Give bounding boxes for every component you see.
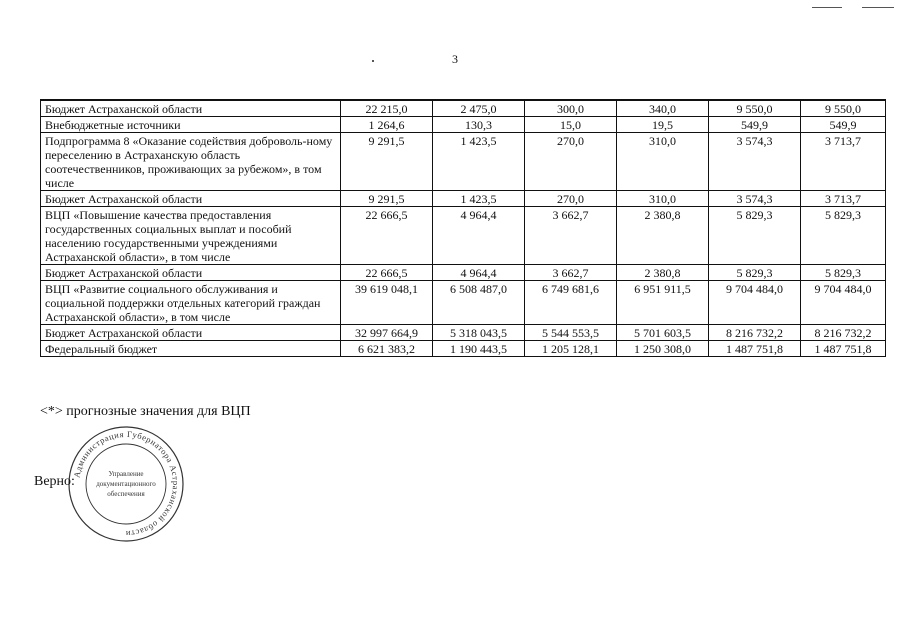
value-cell: 8 216 732,2 [709, 325, 801, 341]
value-cell: 130,3 [433, 117, 525, 133]
value-cell: 2 380,8 [617, 265, 709, 281]
row-label: Бюджет Астраханской области [41, 325, 341, 341]
table-row [41, 100, 886, 117]
value-cell: 5 829,3 [801, 265, 886, 281]
page-number: 3 [452, 52, 458, 66]
row-label: ВЦП «Развитие социального обслуживания и социальной поддержки отдельных категорий граждан Астраханской области», в том числе [41, 281, 341, 325]
value-cell: 270,0 [525, 133, 617, 191]
value-cell: 1 190 443,5 [433, 341, 525, 357]
row-label: Внебюджетные источники [41, 117, 341, 133]
value-cell: 9 550,0 [709, 100, 801, 117]
value-cell: 3 662,7 [525, 207, 617, 265]
value-cell: 549,9 [801, 117, 886, 133]
certification-label: Верно: [34, 474, 75, 489]
footnote: <*> прогнозные значения для ВЦП [40, 404, 251, 419]
value-cell: 270,0 [525, 191, 617, 207]
table-row [41, 325, 886, 341]
scan-mark [812, 7, 842, 8]
official-seal [66, 424, 186, 544]
value-cell: 22 666,5 [341, 207, 433, 265]
row-label: Бюджет Астраханской области [41, 265, 341, 281]
value-cell: 4 964,4 [433, 207, 525, 265]
row-label: Подпрограмма 8 «Оказание содействия доброволь-ному переселению в Астраханскую область соотечественников, проживающих за рубежом», в том числе [41, 133, 341, 191]
table-row [41, 191, 886, 207]
value-cell: 4 964,4 [433, 265, 525, 281]
value-cell: 2 475,0 [433, 100, 525, 117]
value-cell: 1 250 308,0 [617, 341, 709, 357]
row-label: Федеральный бюджет [41, 341, 341, 357]
value-cell: 5 318 043,5 [433, 325, 525, 341]
value-cell: 300,0 [525, 100, 617, 117]
svg-text:Управление: Управление [108, 470, 144, 478]
table-row [41, 133, 886, 191]
value-cell: 8 216 732,2 [801, 325, 886, 341]
value-cell: 6 508 487,0 [433, 281, 525, 325]
value-cell: 9 704 484,0 [801, 281, 886, 325]
value-cell: 5 829,3 [709, 265, 801, 281]
value-cell: 340,0 [617, 100, 709, 117]
svg-text:документационного: документационного [96, 480, 156, 488]
row-label: Бюджет Астраханской области [41, 100, 341, 117]
value-cell: 1 423,5 [433, 191, 525, 207]
value-cell: 1 423,5 [433, 133, 525, 191]
svg-text:Администрация Губернатора Астр: Администрация Губернатора Астраханской области [71, 428, 182, 540]
table-row [41, 265, 886, 281]
budget-table [40, 99, 886, 357]
svg-text:обеспечения: обеспечения [107, 490, 145, 498]
value-cell: 6 951 911,5 [617, 281, 709, 325]
table-row [41, 207, 886, 265]
value-cell: 5 829,3 [801, 207, 886, 265]
value-cell: 39 619 048,1 [341, 281, 433, 325]
value-cell: 1 264,6 [341, 117, 433, 133]
table-body [41, 100, 886, 357]
value-cell: 5 544 553,5 [525, 325, 617, 341]
value-cell: 3 662,7 [525, 265, 617, 281]
value-cell: 1 205 128,1 [525, 341, 617, 357]
value-cell: 1 487 751,8 [801, 341, 886, 357]
value-cell: 3 713,7 [801, 133, 886, 191]
value-cell: 5 701 603,5 [617, 325, 709, 341]
value-cell: 9 550,0 [801, 100, 886, 117]
value-cell: 2 380,8 [617, 207, 709, 265]
value-cell: 15,0 [525, 117, 617, 133]
value-cell: 5 829,3 [709, 207, 801, 265]
value-cell: 22 666,5 [341, 265, 433, 281]
value-cell: 9 291,5 [341, 191, 433, 207]
value-cell: 310,0 [617, 191, 709, 207]
value-cell: 9 291,5 [341, 133, 433, 191]
scan-speck [372, 60, 374, 62]
value-cell: 19,5 [617, 117, 709, 133]
value-cell: 1 487 751,8 [709, 341, 801, 357]
table-row [41, 341, 886, 357]
row-label: Бюджет Астраханской области [41, 191, 341, 207]
table-row [41, 117, 886, 133]
value-cell: 22 215,0 [341, 100, 433, 117]
scan-mark [862, 7, 894, 8]
value-cell: 6 749 681,6 [525, 281, 617, 325]
value-cell: 32 997 664,9 [341, 325, 433, 341]
value-cell: 3 574,3 [709, 133, 801, 191]
table-row [41, 281, 886, 325]
value-cell: 3 713,7 [801, 191, 886, 207]
value-cell: 9 704 484,0 [709, 281, 801, 325]
value-cell: 549,9 [709, 117, 801, 133]
value-cell: 3 574,3 [709, 191, 801, 207]
row-label: ВЦП «Повышение качества предоставления государственных социальных выплат и пособий населению государственными учреждениями Астраханской области», в том числе [41, 207, 341, 265]
value-cell: 6 621 383,2 [341, 341, 433, 357]
value-cell: 310,0 [617, 133, 709, 191]
